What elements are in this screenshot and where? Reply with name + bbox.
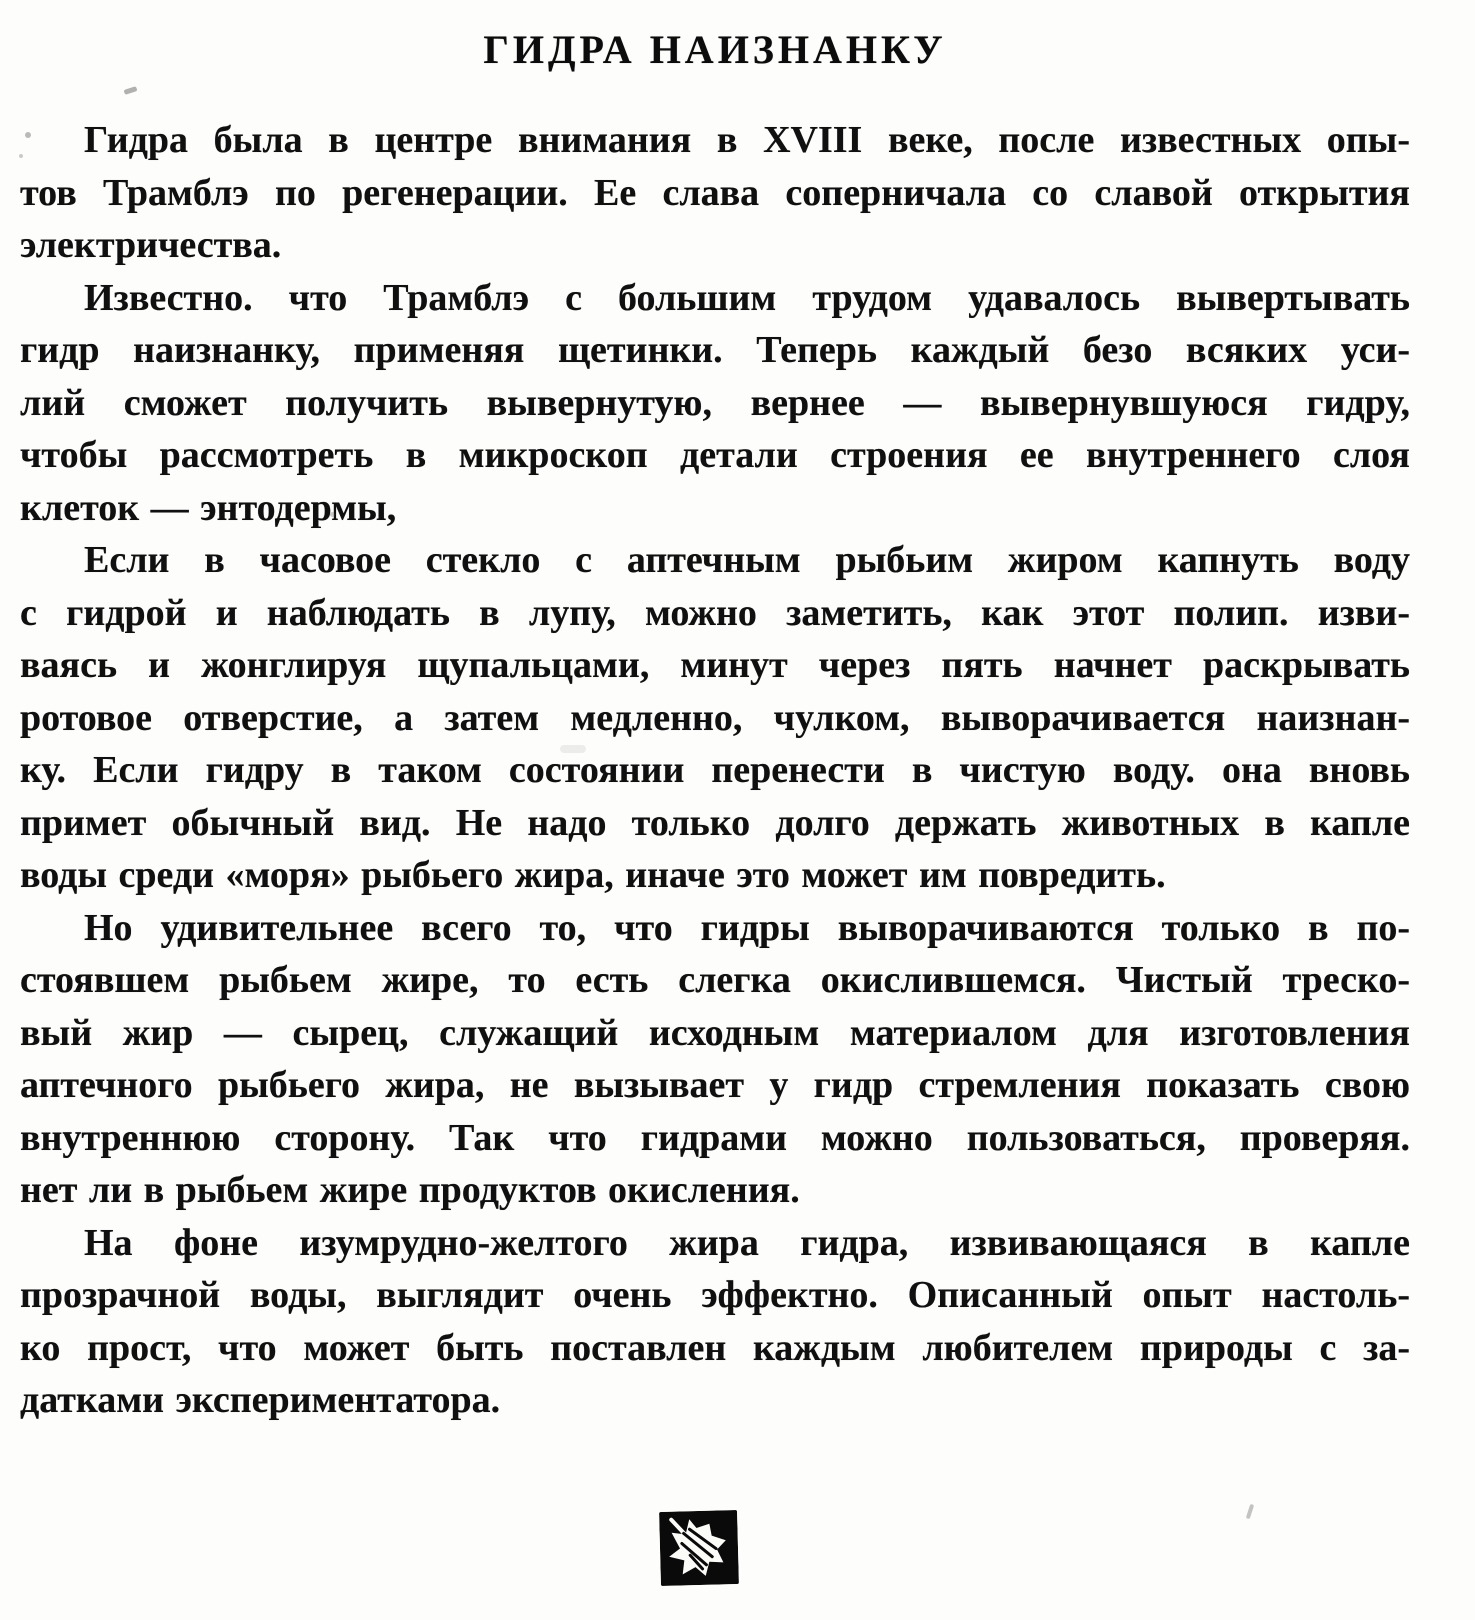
- text-line: прозрачной воды, выглядит очень эффектно. Описанный опыт настоль-: [20, 1274, 1410, 1316]
- text-line: ку. Если гидру в таком состоянии перенести в чистую воду. она вновь: [20, 749, 1410, 791]
- leaf-ornament-icon: [659, 1510, 739, 1586]
- scan-speck: [560, 745, 586, 753]
- text-line: примет обычный вид. Не надо только долго держать животных в капле: [20, 801, 1410, 844]
- text-line: аптечного рыбьего жира, не вызывает у гидр стремления показать свою: [20, 1064, 1410, 1106]
- page-title: ГИДРА НАИЗНАНКУ: [483, 27, 947, 72]
- text-line: Гидра была в центре внимания в XVIII веке, после известных опы-: [84, 119, 1410, 161]
- text-line: На фоне изумрудно-желтого жира гидра, извивающаяся в капле: [84, 1221, 1410, 1264]
- text-line: клеток — энтодермы,: [20, 486, 397, 529]
- text-line: лий сможет получить вывернутую, вернее — вывернувшуюся гидру,: [20, 381, 1410, 424]
- scan-speck: [1246, 1504, 1254, 1520]
- text-line: воды среди «моря» рыбьего жира, иначе это может им повредить.: [20, 854, 1166, 896]
- text-line: электричества.: [20, 224, 282, 266]
- text-line: вый жир — сырец, служащий исходным материалом для изготовления: [20, 1011, 1410, 1054]
- text-line: ко прост, что может быть поставлен каждым любителем природы с за-: [20, 1326, 1410, 1369]
- text-line: стоявшем рыбьем жире, то есть слегка окислившемся. Чистый треско-: [20, 959, 1410, 1001]
- text-line: гидр наизнанку, применяя щетинки. Теперь каждый безо всяких уси-: [20, 329, 1410, 371]
- scan-speck: [19, 154, 23, 158]
- scan-speck: [124, 86, 138, 95]
- text-line: с гидрой и наблюдать в лупу, можно заметить, как этот полип. изви-: [20, 591, 1410, 634]
- text-line: Но удивительнее всего то, что гидры выворачиваются только в по-: [84, 906, 1410, 949]
- text-line: Если в часовое стекло с аптечным рыбьим жиром капнуть воду: [84, 539, 1410, 581]
- text-body: [20, 114, 1410, 1427]
- text-line: датками экспериментатора.: [20, 1379, 501, 1421]
- text-line: ротовое отверстие, а затем медленно, чулком, выворачивается наизнан-: [20, 696, 1410, 739]
- text-line: чтобы рассмотреть в микроскоп детали строения ее внутреннего слоя: [20, 434, 1410, 476]
- text-line: Известно. что Трамблэ с большим трудом удавалось вывертывать: [84, 276, 1410, 319]
- text-line: нет ли в рыбьем жире продуктов окисления.: [20, 1169, 800, 1211]
- scan-speck: [25, 132, 31, 138]
- text-line: ваясь и жонглируя щупальцами, минут через пять начнет раскрывать: [20, 644, 1410, 686]
- text-line: тов Трамблэ по регенерации. Ее слава соперничала со славой открытия: [20, 171, 1410, 214]
- text-line: внутреннюю сторону. Так что гидрами можно пользоваться, проверяя.: [20, 1116, 1410, 1159]
- scan-speck: [330, 512, 335, 517]
